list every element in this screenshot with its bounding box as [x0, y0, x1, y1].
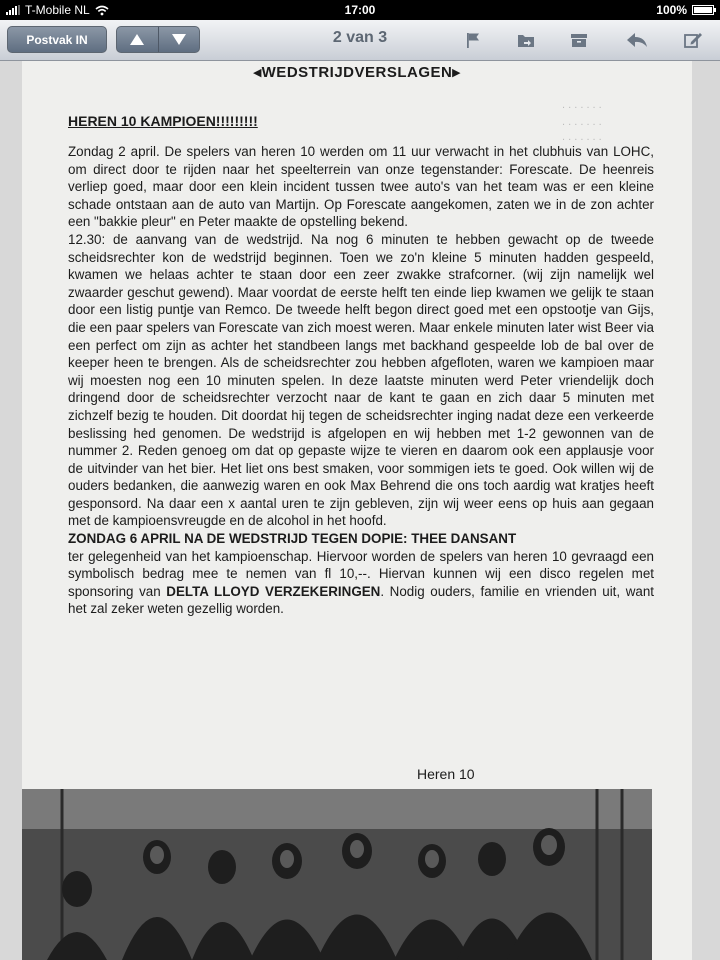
move-button[interactable] [514, 29, 538, 51]
bleed-through-text: . . . . . . . [562, 99, 602, 111]
announcement-heading: ZONDAG 6 APRIL NA DE WEDSTRIJD TEGEN DOPIE: THEE DANSANT [68, 531, 517, 547]
arrow-down-icon [172, 34, 186, 45]
article-body [68, 143, 654, 618]
flag-icon [464, 31, 482, 49]
back-to-inbox-button[interactable]: Postvak IN [7, 26, 107, 53]
flag-button[interactable] [461, 29, 485, 51]
compose-icon [683, 31, 703, 49]
status-bar [0, 0, 720, 20]
announcement-paragraph [68, 548, 654, 618]
previous-message-button[interactable] [117, 27, 158, 52]
bleed-through-text: . . . . . . . [562, 116, 602, 128]
move-folder-icon [516, 31, 536, 49]
archive-icon [569, 31, 589, 49]
team-photo [22, 789, 652, 960]
announcement-text: ter gelegenheid van het kampioenschap. Hiervoor worden de spelers van heren 10 gevraagd een symbolisch bedrag mee te nemen van fl 10,--. Hiervan kunnen wij een disco regelen met sponsoring van [68, 548, 654, 599]
paragraph: 12.30: de aanvang van de wedstrijd. Na nog 6 minuten te hebben gewacht op de tweede scheidsrechter kon de wedstrijd beginnen. Toen we zo'n kleine 5 minuten hadden gespeeld, kwamen we helaas achter te staan door een zeer zwakke strafcorner. (wij zijn namelijk wel zwaarder geschut gewend). Maar voordat de eerste helft ten einde liep kwamen we gelijk te staan door een listig puntje van Remco. De tweede helft begon direct goed met een opstootje van Gijs, die een paar spelers van Forescate van zich moest weren. Maar enkele minuten later wist Beer via een perfect om zijn as achter het standbeen langs met backhand gespeelde lob de bal over de keeper heen te brengen. Als de scheidsrechter zou hebben afgefloten, waren we kampioen maar wij moesten nog een 10 minuten spelen. In deze laatste minuten werd Peter vriendelijk doch dringend door de scheidsrechter verzocht naar de kant te gaan en zich daar 5 minuten met zichzelf bezig te houden. Dit doordat hij tegen de scheidsrechter inging nadat deze een verkeerde beslissing hed genomen. De wedstrijd is afgelopen en wij hebben met 1-2 gewonnen van de nummer 2. Reden genoeg om dat op gepaste wijze te vieren en daarom ook een applausje voor de uitvinder van het bier. Het liet ons best smaken, voor sommigen iets te goed. Ook willen wij de ouders bedanken, die aanwezig waren en ook Max Behrend die ons toch aardig wat kratjes heeft gesponsord. Na daar een x aantal uren te zijn gebleven, zijn wij weer eens op huis aan gegaan met de kampioensvreugde en de alcohol in het hoofd. [68, 231, 654, 529]
battery-percent: 100% [656, 3, 687, 17]
section-header: ◂WEDSTRIJDVERSLAGEN▸ [253, 64, 461, 81]
compose-button[interactable] [681, 29, 705, 51]
team-photo-figures [22, 789, 652, 960]
clock: 17:00 [344, 3, 376, 17]
article-headline: HEREN 10 KAMPIOEN!!!!!!!!! [68, 113, 258, 129]
message-nav-control [116, 26, 200, 53]
bleed-through-text: . . . . . . . [562, 131, 602, 143]
archive-button[interactable] [567, 29, 591, 51]
battery-fill [694, 7, 712, 13]
attachment-scan[interactable] [22, 61, 692, 960]
reply-icon [626, 31, 648, 49]
status-right [656, 3, 714, 17]
signature: Heren 10 [417, 766, 475, 782]
announcement-text-end: . Nodig ouders, familie en vrienden uit, want het zal zeker weten gezellig worden. [68, 583, 654, 617]
arrow-up-icon [130, 34, 144, 45]
sponsor-name: DELTA LLOYD VERZEKERINGEN [166, 583, 381, 599]
mail-toolbar [0, 20, 720, 61]
paragraph: Zondag 2 april. De spelers van heren 10 werden om 11 uur verwacht in het clubhuis van LOHC, om direct door te rijden naar het speelterrein van onze tegenstander: Forescate. De heenreis verliep goed, maar door een klein incident tussen twee auto's van het team was er een kleine schade ontstaan aan de auto van Martijn. Op Forescate aangekomen, zaten we in de zon achter een "bakkie pleur" en Peter maakte de opstelling bekend. [68, 144, 654, 230]
reply-button[interactable] [625, 29, 649, 51]
next-message-button[interactable] [158, 27, 200, 52]
carrier-label: T-Mobile NL [25, 3, 90, 17]
battery-icon [692, 5, 714, 15]
message-counter: 2 van 3 [332, 29, 388, 46]
